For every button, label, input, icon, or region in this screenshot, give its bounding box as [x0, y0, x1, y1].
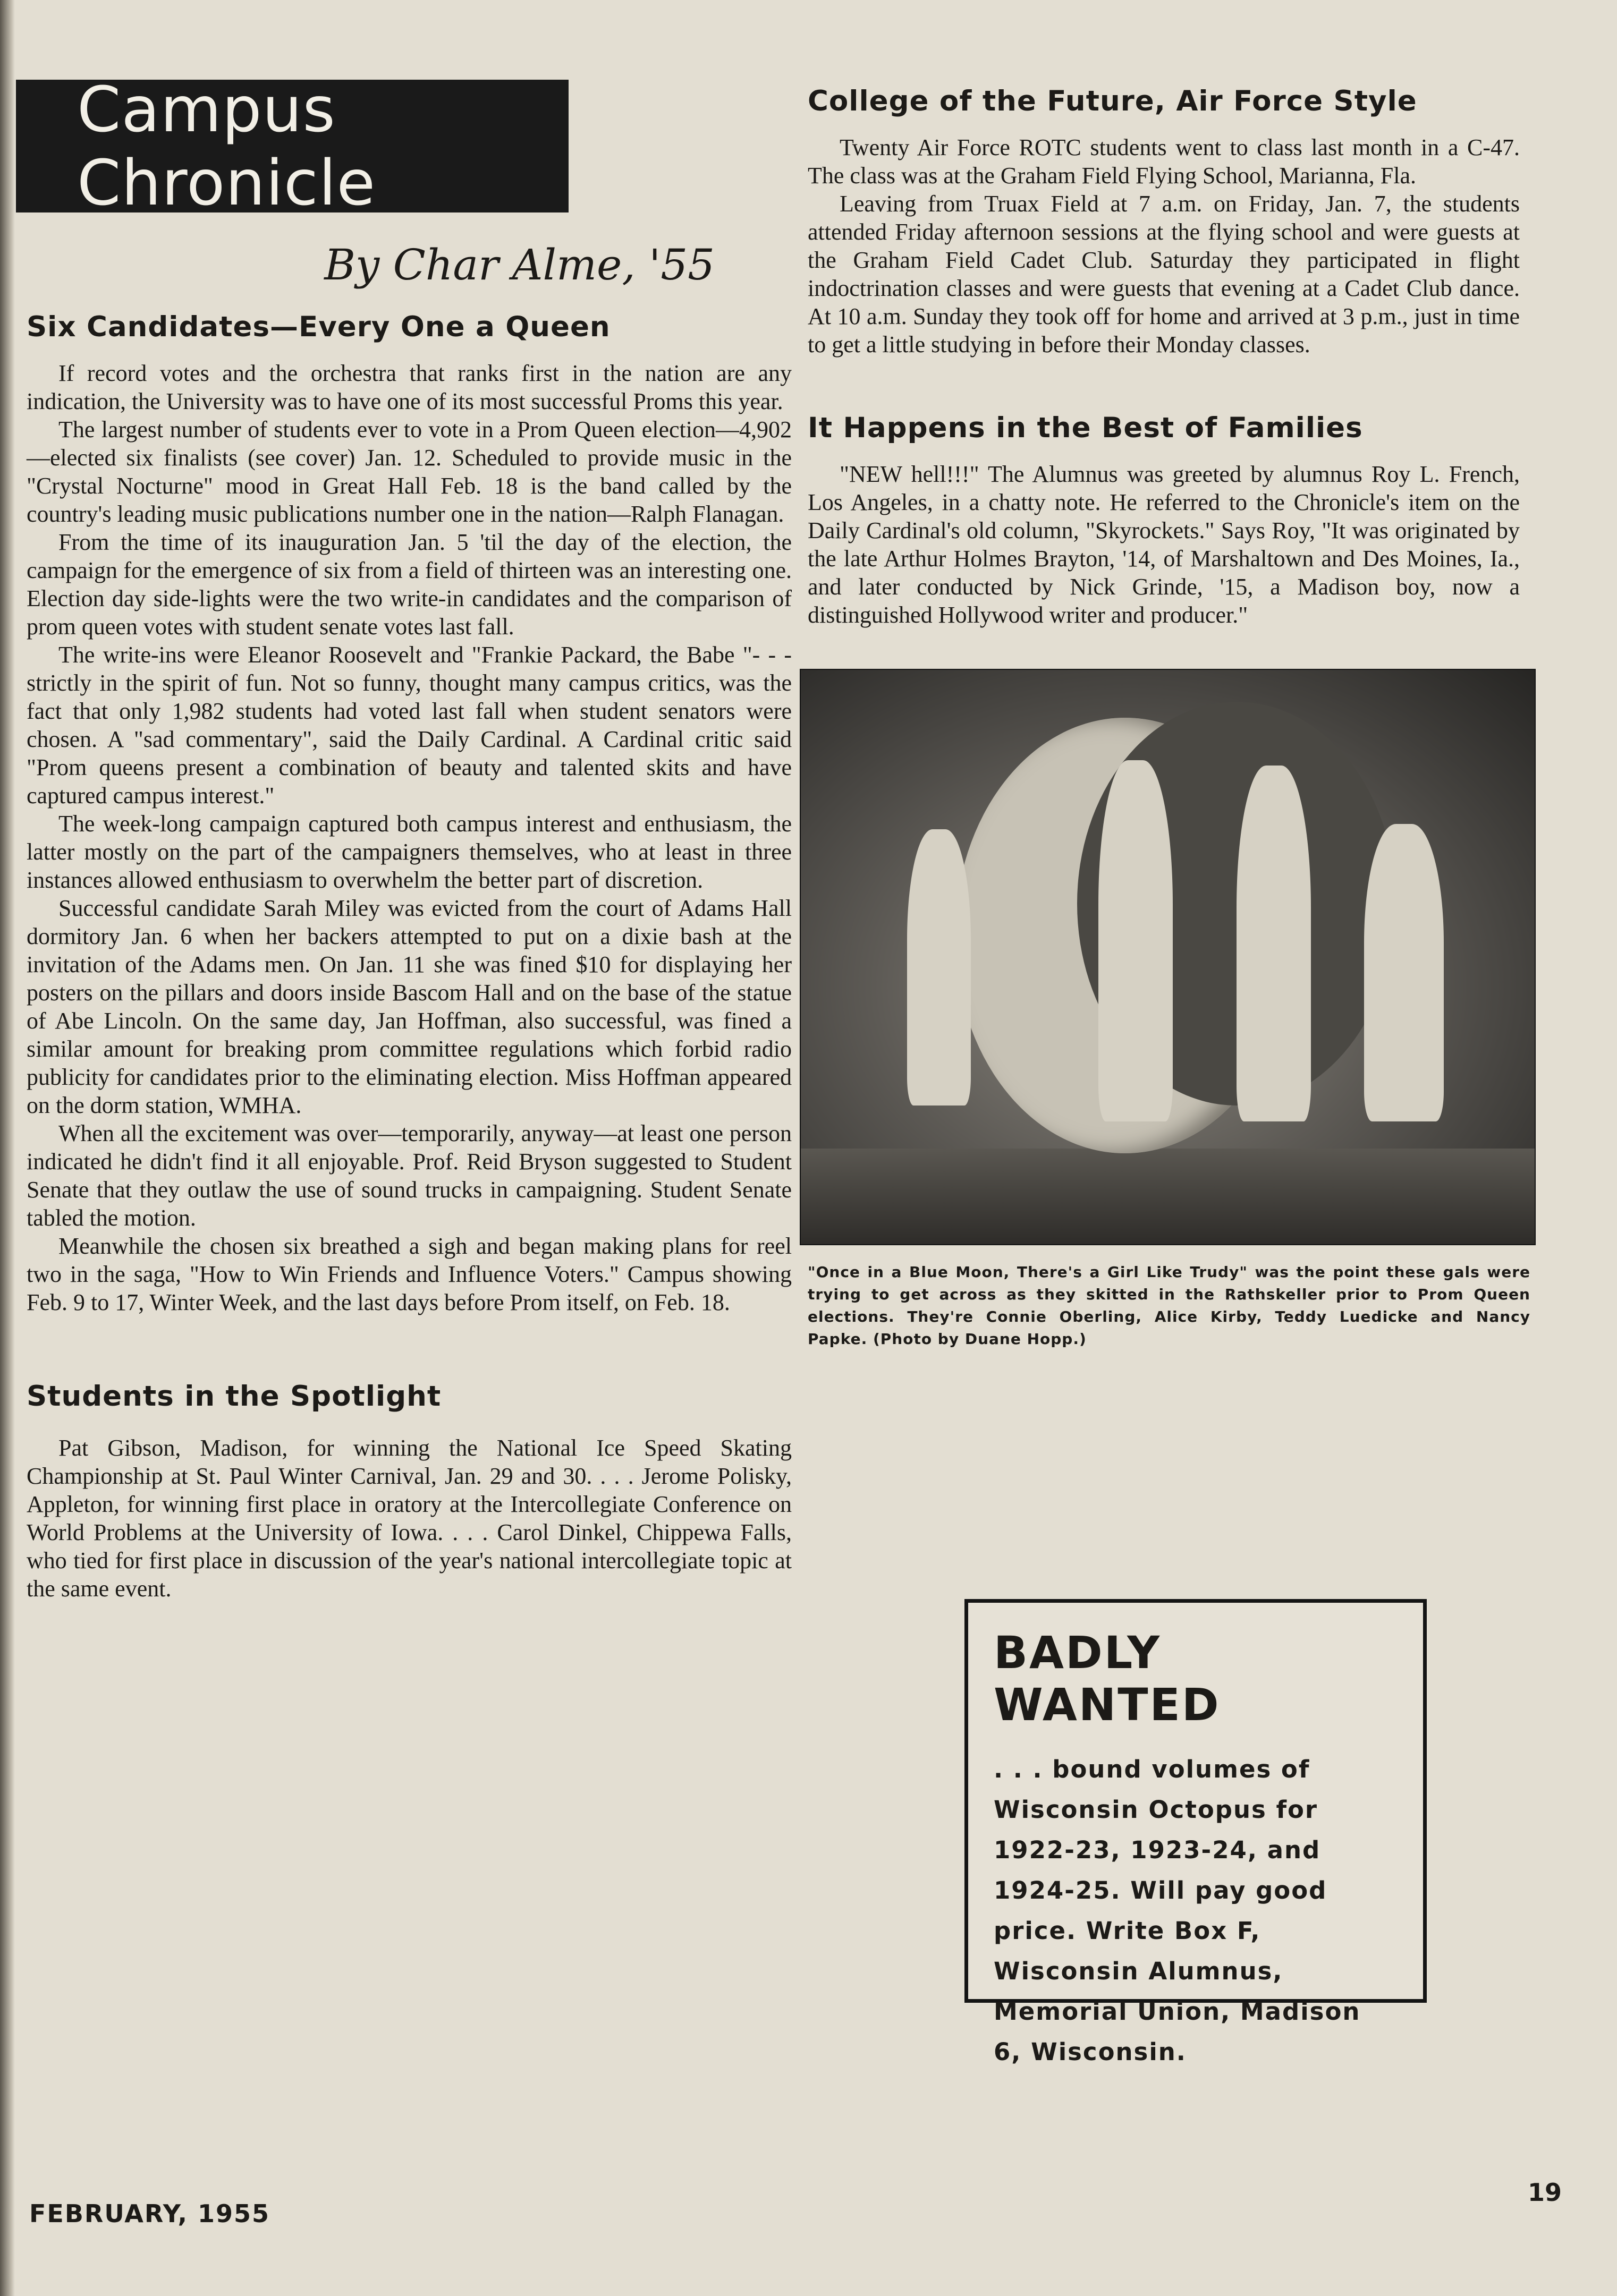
future-article	[808, 133, 1520, 359]
article-paragraph: Leaving from Truax Field at 7 a.m. on Friday, Jan. 7, the students attended Friday afternoon sessions at the flying school and were guests at the Graham Field Cadet Club. Saturday they participated in flight indoctrination classes and were guests that evening at a Cadet Club dance. At 10 a.m. Sunday they took off for home and arrived at 3 p.m., just in time to get a little studying in before their Monday classes.	[808, 191, 1520, 358]
masthead	[16, 73, 569, 219]
left-column	[27, 73, 792, 1603]
photo-figure	[1237, 766, 1311, 1121]
article-paragraph: If record votes and the orchestra that ranks first in the nation are any indication, the University was to have one of its most successful Proms this year.	[27, 360, 792, 414]
spotlight-article	[27, 1434, 792, 1603]
photo-figure	[1364, 824, 1444, 1121]
families-article	[808, 460, 1520, 629]
photo-figure	[1098, 760, 1173, 1121]
photo-figure	[907, 829, 971, 1106]
article-paragraph: Meanwhile the chosen six breathed a sigh and began making plans for reel two in the saga, "How to Win Friends and Influence Voters." Campus showing Feb. 9 to 17, Winter Week, and the last days before Prom itself, on Feb. 18.	[27, 1233, 792, 1315]
page-binding-shadow	[0, 0, 15, 2296]
masthead-title: Campus Chronicle	[77, 73, 376, 219]
article-paragraph: Pat Gibson, Madison, for winning the National Ice Speed Skating Championship at St. Paul Winter Carnival, Jan. 29 and 30. . . . Jerome Polisky, Appleton, for winning first place in oratory at the Intercollegiate Conference on World Problems at the University of Iowa. . . . Carol Dinkel, Chippewa Falls, who tied for first place in discussion of the year's national intercollegiate topic at the same event.	[27, 1435, 792, 1602]
candidates-article	[27, 359, 792, 1316]
photo-floor	[801, 1149, 1535, 1244]
blue-moon-photo	[800, 669, 1536, 1245]
article-paragraph: The write-ins were Eleanor Roosevelt and "Frankie Packard, the Babe "- - - strictly in the spirit of fun. Not so funny, thought many campus critics, was the fact that only 1,982 students had voted last fall when student senators were chosen. A "sad commentary", said the Daily Cardinal. A Cardinal critic said "Prom queens present a combination of beauty and talented skits and have captured campus interest."	[27, 642, 792, 809]
badly-wanted-ad	[964, 1599, 1427, 2066]
footer-date: FEBRUARY, 1955	[29, 2199, 270, 2228]
article-paragraph: When all the excitement was over—temporarily, anyway—at least one person indicated he didn't find it all enjoyable. Prof. Reid Bryson suggested to Student Senate that they outlaw the use of sound trucks in campaigning. Student Senate tabled the motion.	[27, 1120, 792, 1231]
article-paragraph: The week-long campaign captured both campus interest and enthusiasm, the latter mostly on the part of the campaigners themselves, who at least in three instances allowed enthusiasm to overwhelm the better part of discretion.	[27, 811, 792, 893]
photo-caption: "Once in a Blue Moon, There's a Girl Like Trudy" was the point these gals were trying to get across as they skitted in the Rathskeller prior to Prom Queen elections. They're Connie Oberling, Alice Kirby, Teddy Luedicke and Nancy Papke. (Photo by Duane Hopp.)	[808, 1263, 1530, 1348]
article-paragraph: "NEW hell!!!" The Alumnus was greeted by alumnus Roy L. French, Los Angeles, in a chatty note. He referred to the Chronicle's item on the Daily Cardinal's old column, "Skyrockets." Says Roy, "It was originated by the late Arthur Holmes Brayton, '14, of Marshaltown and Des Moines, Ia., and later conducted by Nick Grinde, '15, a Madison boy, now a distinguished Hollywood writer and producer."	[808, 461, 1520, 628]
page-number: 19	[1528, 2178, 1562, 2207]
future-heading: College of the Future, Air Force Style	[808, 85, 1417, 117]
candidates-heading: Six Candidates—Every One a Queen	[27, 311, 611, 343]
article-paragraph: The largest number of students ever to vote in a Prom Queen election—4,902—elected six finalists (see cover) Jan. 12. Scheduled to provide music in the "Crystal Nocturne" mood in Great Hall Feb. 18 is the band called by the country's leading music publications number one in the nation—Ralph Flanagan.	[27, 416, 792, 527]
article-paragraph: Successful candidate Sarah Miley was evicted from the court of Adams Hall dormitory Jan. 6 when her backers attempted to put on a dixie bash at the invitation of the Adams men. On Jan. 11 she was fined $10 for displaying her posters on the pillars and doors inside Bascom Hall and on the base of the statue of Abe Lincoln. On the same day, Jan Hoffman, also successful, was fined a similar amount for breaking prom committee regulations which forbid radio publicity for candidates prior to the eliminating election. Miss Hoffman appeared on the dorm station, WMHA.	[27, 895, 792, 1118]
article-paragraph: Twenty Air Force ROTC students went to class last month in a C-47. The class was at the Graham Field Flying School, Marianna, Fla.	[808, 134, 1520, 189]
spotlight-heading: Students in the Spotlight	[27, 1380, 442, 1413]
article-paragraph: From the time of its inauguration Jan. 5 'til the day of the election, the campaign for the emergence of six from a field of thirteen was an interesting one. Election day side-lights were the two write-in candidates and the comparison of prom queen votes with student senate votes last fall.	[27, 529, 792, 640]
ad-title: BADLY WANTED	[994, 1627, 1221, 1731]
right-column	[808, 85, 1530, 1350]
families-heading: It Happens in the Best of Families	[808, 412, 1363, 444]
byline: By Char Alme, '55	[324, 240, 715, 290]
ad-text: . . . bound volumes of Wisconsin Octopus for 1922-23, 1923-24, and 1924-25. Will pay good price. Write Box F, Wisconsin Alumnus, Memorial Union, Madison 6, Wisconsin.	[994, 1755, 1361, 2066]
